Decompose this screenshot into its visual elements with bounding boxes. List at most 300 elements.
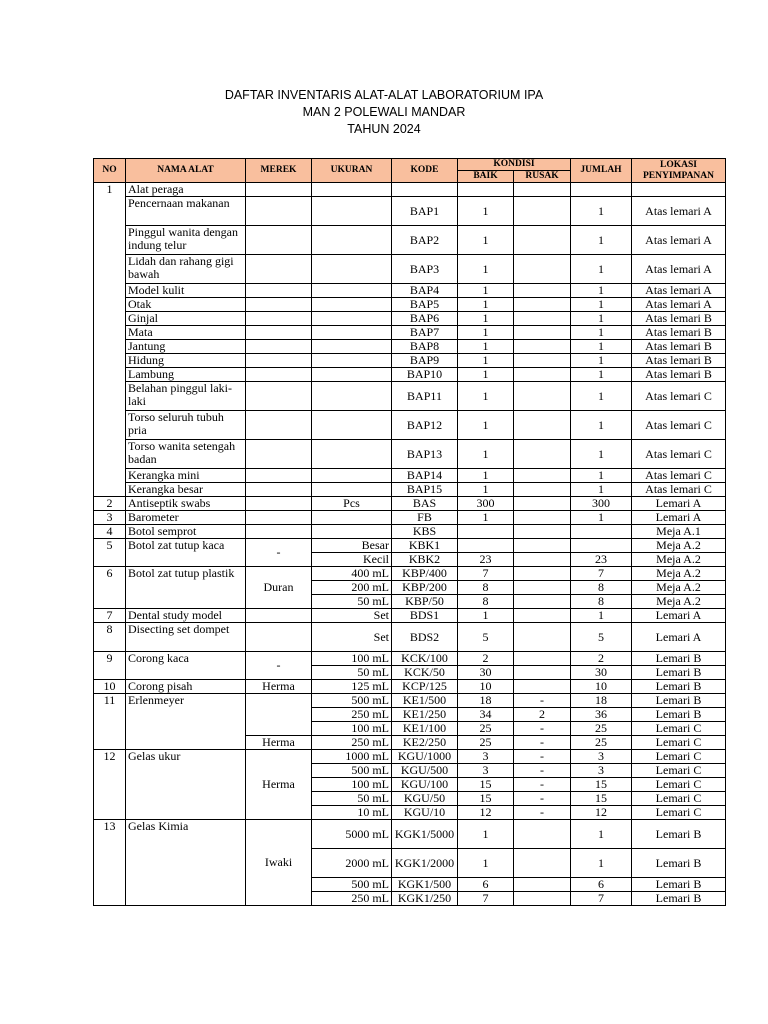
cell-jumlah: 1 xyxy=(571,469,632,483)
cell-ukuran: 100 mL xyxy=(312,778,392,792)
cell-merek xyxy=(246,284,312,298)
cell-merek: Herma xyxy=(246,736,312,750)
cell-lokasi: Atas lemari B xyxy=(632,312,726,326)
cell-jumlah: 15 xyxy=(571,792,632,806)
cell-kode: KGU/500 xyxy=(392,764,458,778)
cell-nama-alat: Mata xyxy=(126,326,246,340)
cell-baik: 1 xyxy=(458,382,514,411)
cell-lokasi: Atas lemari C xyxy=(632,483,726,497)
cell-lokasi: Lemari C xyxy=(632,778,726,792)
cell-lokasi: Atas lemari A xyxy=(632,255,726,284)
cell-jumlah: 1 xyxy=(571,255,632,284)
cell-kode: BAP5 xyxy=(392,298,458,312)
table-row xyxy=(94,652,726,666)
cell-nama-alat: Torso seluruh tubuh pria xyxy=(126,411,246,440)
cell-ukuran: 500 mL xyxy=(312,878,392,892)
cell-baik: 8 xyxy=(458,581,514,595)
cell-baik: 1 xyxy=(458,469,514,483)
table-row xyxy=(94,483,726,497)
header-jumlah: JUMLAH xyxy=(571,159,632,183)
cell-lokasi: Lemari B xyxy=(632,849,726,878)
header-rusak: RUSAK xyxy=(514,171,571,183)
table-row xyxy=(94,255,726,284)
cell-jumlah: 30 xyxy=(571,666,632,680)
cell-jumlah xyxy=(571,183,632,197)
cell-baik: 3 xyxy=(458,764,514,778)
cell-ukuran xyxy=(312,340,392,354)
cell-kode: KBP/200 xyxy=(392,581,458,595)
cell-ukuran xyxy=(312,197,392,226)
cell-jumlah: 1 xyxy=(571,609,632,623)
cell-jumlah: 1 xyxy=(571,411,632,440)
cell-merek: Duran xyxy=(246,567,312,609)
cell-jumlah: 1 xyxy=(571,368,632,382)
cell-merek xyxy=(246,483,312,497)
cell-baik: 18 xyxy=(458,694,514,708)
cell-kode: BDS2 xyxy=(392,623,458,652)
cell-nama-alat: Disecting set dompet xyxy=(126,623,246,652)
cell-rusak: 2 xyxy=(514,708,571,722)
cell-no: 7 xyxy=(94,609,126,623)
cell-rusak xyxy=(514,849,571,878)
cell-no: 8 xyxy=(94,623,126,652)
cell-rusak xyxy=(514,553,571,567)
cell-ukuran xyxy=(312,226,392,255)
cell-merek xyxy=(246,623,312,652)
table-row xyxy=(94,680,726,694)
table-row xyxy=(94,694,726,708)
cell-ukuran: 500 mL xyxy=(312,764,392,778)
cell-rusak xyxy=(514,680,571,694)
cell-lokasi: Meja A.2 xyxy=(632,581,726,595)
cell-rusak xyxy=(514,483,571,497)
table-row xyxy=(94,497,726,511)
cell-baik: 300 xyxy=(458,497,514,511)
cell-nama-alat: Gelas ukur xyxy=(126,750,246,820)
cell-lokasi: Atas lemari B xyxy=(632,340,726,354)
cell-kode: KGK1/5000 xyxy=(392,820,458,849)
cell-lokasi: Lemari C xyxy=(632,764,726,778)
cell-kode: BAP1 xyxy=(392,197,458,226)
cell-jumlah: 1 xyxy=(571,849,632,878)
cell-jumlah xyxy=(571,539,632,553)
title-line-3: TAHUN 2024 xyxy=(347,122,421,136)
cell-jumlah: 1 xyxy=(571,440,632,469)
cell-rusak: - xyxy=(514,806,571,820)
cell-baik: 25 xyxy=(458,722,514,736)
cell-kode: KGU/100 xyxy=(392,778,458,792)
cell-no: 2 xyxy=(94,497,126,511)
table-row xyxy=(94,609,726,623)
cell-jumlah: 1 xyxy=(571,340,632,354)
cell-merek xyxy=(246,469,312,483)
cell-lokasi: Lemari A xyxy=(632,623,726,652)
cell-baik: 1 xyxy=(458,298,514,312)
cell-no: 11 xyxy=(94,694,126,750)
cell-baik: 30 xyxy=(458,666,514,680)
cell-kode: KGK1/2000 xyxy=(392,849,458,878)
cell-ukuran: 100 mL xyxy=(312,722,392,736)
cell-rusak xyxy=(514,255,571,284)
cell-jumlah: 6 xyxy=(571,878,632,892)
cell-ukuran xyxy=(312,255,392,284)
cell-kode: KBK2 xyxy=(392,553,458,567)
cell-jumlah xyxy=(571,525,632,539)
cell-lokasi: Atas lemari A xyxy=(632,197,726,226)
table-row xyxy=(94,284,726,298)
cell-merek xyxy=(246,511,312,525)
cell-ukuran xyxy=(312,469,392,483)
cell-baik: 34 xyxy=(458,708,514,722)
cell-merek xyxy=(246,440,312,469)
cell-kode: BAP9 xyxy=(392,354,458,368)
cell-merek xyxy=(246,226,312,255)
cell-ukuran xyxy=(312,483,392,497)
cell-rusak: - xyxy=(514,736,571,750)
cell-jumlah: 1 xyxy=(571,820,632,849)
cell-lokasi: Lemari A xyxy=(632,511,726,525)
cell-ukuran: 100 mL xyxy=(312,652,392,666)
header-kondisi: KONDISI xyxy=(458,159,571,171)
cell-jumlah: 15 xyxy=(571,778,632,792)
cell-jumlah: 7 xyxy=(571,567,632,581)
cell-baik: 1 xyxy=(458,354,514,368)
cell-jumlah: 10 xyxy=(571,680,632,694)
cell-rusak xyxy=(514,312,571,326)
cell-ukuran: 10 mL xyxy=(312,806,392,820)
cell-nama-alat: Antiseptik swabs xyxy=(126,497,246,511)
cell-merek: Herma xyxy=(246,680,312,694)
cell-kode: KE2/250 xyxy=(392,736,458,750)
cell-lokasi: Lemari C xyxy=(632,722,726,736)
cell-ukuran: Besar xyxy=(312,539,392,553)
cell-ukuran xyxy=(312,312,392,326)
cell-lokasi: Lemari B xyxy=(632,680,726,694)
cell-baik: 1 xyxy=(458,284,514,298)
table-row xyxy=(94,354,726,368)
table-row xyxy=(94,525,726,539)
cell-kode: KGU/1000 xyxy=(392,750,458,764)
cell-rusak: - xyxy=(514,792,571,806)
cell-lokasi: Atas lemari A xyxy=(632,284,726,298)
cell-rusak xyxy=(514,497,571,511)
cell-no: 3 xyxy=(94,511,126,525)
cell-jumlah: 23 xyxy=(571,553,632,567)
cell-merek: - xyxy=(246,539,312,567)
cell-jumlah: 25 xyxy=(571,736,632,750)
cell-baik: 10 xyxy=(458,680,514,694)
table-row xyxy=(94,312,726,326)
cell-nama-alat: Alat peraga xyxy=(126,183,246,197)
cell-merek xyxy=(246,340,312,354)
cell-baik: 15 xyxy=(458,778,514,792)
cell-jumlah: 1 xyxy=(571,511,632,525)
cell-baik: 7 xyxy=(458,892,514,906)
cell-baik: 1 xyxy=(458,197,514,226)
cell-rusak: - xyxy=(514,778,571,792)
cell-lokasi: Lemari B xyxy=(632,708,726,722)
cell-kode: BAP2 xyxy=(392,226,458,255)
cell-nama-alat: Dental study model xyxy=(126,609,246,623)
cell-jumlah: 12 xyxy=(571,806,632,820)
cell-merek xyxy=(246,255,312,284)
cell-nama-alat: Pinggul wanita dengan indung telur xyxy=(126,226,246,255)
cell-ukuran: 250 mL xyxy=(312,736,392,750)
table-row xyxy=(94,368,726,382)
cell-ukuran xyxy=(312,354,392,368)
cell-ukuran: Pcs xyxy=(312,497,392,511)
cell-merek xyxy=(246,497,312,511)
cell-rusak xyxy=(514,581,571,595)
cell-ukuran: Set xyxy=(312,623,392,652)
cell-rusak xyxy=(514,892,571,906)
cell-lokasi: Meja A.1 xyxy=(632,525,726,539)
cell-lokasi: Atas lemari C xyxy=(632,469,726,483)
cell-no: 12 xyxy=(94,750,126,820)
cell-rusak xyxy=(514,878,571,892)
table-row xyxy=(94,298,726,312)
table-row xyxy=(94,226,726,255)
cell-baik: 1 xyxy=(458,326,514,340)
cell-jumlah: 2 xyxy=(571,652,632,666)
cell-kode: BAP10 xyxy=(392,368,458,382)
cell-baik xyxy=(458,183,514,197)
cell-baik: 1 xyxy=(458,483,514,497)
cell-lokasi: Atas lemari B xyxy=(632,326,726,340)
cell-baik: 15 xyxy=(458,792,514,806)
cell-baik: 1 xyxy=(458,226,514,255)
cell-rusak xyxy=(514,326,571,340)
table-row xyxy=(94,183,726,197)
cell-ukuran: 50 mL xyxy=(312,666,392,680)
cell-rusak xyxy=(514,666,571,680)
cell-nama-alat: Pencernaan makanan xyxy=(126,197,246,226)
cell-lokasi: Lemari A xyxy=(632,609,726,623)
cell-nama-alat: Botol semprot xyxy=(126,525,246,539)
cell-jumlah: 18 xyxy=(571,694,632,708)
cell-nama-alat: Botol zat tutup plastik xyxy=(126,567,246,609)
cell-merek xyxy=(246,525,312,539)
cell-baik: 1 xyxy=(458,411,514,440)
cell-nama-alat: Barometer xyxy=(126,511,246,525)
cell-nama-alat: Kerangka mini xyxy=(126,469,246,483)
table-row xyxy=(94,382,726,411)
cell-baik: 1 xyxy=(458,609,514,623)
cell-rusak xyxy=(514,609,571,623)
cell-ukuran xyxy=(312,326,392,340)
cell-ukuran: 50 mL xyxy=(312,595,392,609)
cell-lokasi: Meja A.2 xyxy=(632,595,726,609)
cell-nama-alat: Hidung xyxy=(126,354,246,368)
cell-jumlah: 8 xyxy=(571,595,632,609)
cell-ukuran xyxy=(312,525,392,539)
table-row xyxy=(94,440,726,469)
header-lokasi: LOKASI PENYIMPANAN xyxy=(632,159,726,183)
cell-merek xyxy=(246,197,312,226)
cell-rusak: - xyxy=(514,722,571,736)
cell-baik: 2 xyxy=(458,652,514,666)
cell-baik: 23 xyxy=(458,553,514,567)
cell-kode: KE1/500 xyxy=(392,694,458,708)
cell-baik: 12 xyxy=(458,806,514,820)
cell-kode: KCK/100 xyxy=(392,652,458,666)
cell-nama-alat: Belahan pinggul laki-laki xyxy=(126,382,246,411)
cell-nama-alat: Torso wanita setengah badan xyxy=(126,440,246,469)
cell-nama-alat: Corong kaca xyxy=(126,652,246,680)
cell-baik: 3 xyxy=(458,750,514,764)
cell-baik: 6 xyxy=(458,878,514,892)
cell-kode: BAS xyxy=(392,497,458,511)
cell-ukuran: 250 mL xyxy=(312,892,392,906)
cell-rusak xyxy=(514,469,571,483)
cell-nama-alat: Lidah dan rahang gigi bawah xyxy=(126,255,246,284)
cell-no: 4 xyxy=(94,525,126,539)
cell-jumlah: 300 xyxy=(571,497,632,511)
cell-jumlah: 3 xyxy=(571,750,632,764)
cell-baik: 1 xyxy=(458,368,514,382)
cell-lokasi: Lemari C xyxy=(632,792,726,806)
cell-ukuran xyxy=(312,411,392,440)
cell-kode: KBK1 xyxy=(392,539,458,553)
cell-lokasi xyxy=(632,183,726,197)
cell-ukuran: 200 mL xyxy=(312,581,392,595)
cell-rusak xyxy=(514,440,571,469)
cell-nama-alat: Lambung xyxy=(126,368,246,382)
cell-nama-alat: Model kulit xyxy=(126,284,246,298)
table-row xyxy=(94,340,726,354)
cell-nama-alat: Otak xyxy=(126,298,246,312)
cell-kode: BAP6 xyxy=(392,312,458,326)
cell-merek xyxy=(246,312,312,326)
cell-lokasi: Atas lemari B xyxy=(632,368,726,382)
cell-no: 6 xyxy=(94,567,126,609)
cell-merek xyxy=(246,411,312,440)
cell-rusak: - xyxy=(514,694,571,708)
table-row xyxy=(94,469,726,483)
header-no: NO xyxy=(94,159,126,183)
header-nama-alat: NAMA ALAT xyxy=(126,159,246,183)
cell-merek xyxy=(246,694,312,736)
cell-baik: 5 xyxy=(458,623,514,652)
cell-lokasi: Atas lemari B xyxy=(632,354,726,368)
cell-rusak xyxy=(514,197,571,226)
cell-merek xyxy=(246,368,312,382)
cell-jumlah: 1 xyxy=(571,354,632,368)
cell-no: 10 xyxy=(94,680,126,694)
cell-kode: KBP/400 xyxy=(392,567,458,581)
cell-baik: 8 xyxy=(458,595,514,609)
cell-baik: 1 xyxy=(458,849,514,878)
table-row xyxy=(94,567,726,581)
cell-kode: FB xyxy=(392,511,458,525)
cell-merek: Iwaki xyxy=(246,820,312,906)
cell-lokasi: Lemari B xyxy=(632,666,726,680)
cell-rusak xyxy=(514,567,571,581)
cell-kode: BAP8 xyxy=(392,340,458,354)
cell-ukuran xyxy=(312,382,392,411)
cell-lokasi: Atas lemari A xyxy=(632,298,726,312)
table-row xyxy=(94,623,726,652)
cell-lokasi: Atas lemari C xyxy=(632,411,726,440)
cell-lokasi: Lemari A xyxy=(632,497,726,511)
cell-ukuran: 5000 mL xyxy=(312,820,392,849)
table-row xyxy=(94,539,726,553)
cell-ukuran xyxy=(312,284,392,298)
cell-nama-alat: Botol zat tutup kaca xyxy=(126,539,246,567)
cell-baik: 1 xyxy=(458,255,514,284)
cell-kode: KGK1/500 xyxy=(392,878,458,892)
cell-rusak xyxy=(514,183,571,197)
cell-lokasi: Lemari B xyxy=(632,820,726,849)
cell-rusak xyxy=(514,340,571,354)
cell-lokasi: Lemari B xyxy=(632,878,726,892)
cell-rusak xyxy=(514,411,571,440)
title-line-2: MAN 2 POLEWALI MANDAR xyxy=(302,105,466,119)
cell-merek xyxy=(246,609,312,623)
cell-lokasi: Lemari B xyxy=(632,892,726,906)
cell-ukuran: 125 mL xyxy=(312,680,392,694)
cell-no: 1 xyxy=(94,183,126,497)
cell-kode: BAP12 xyxy=(392,411,458,440)
cell-rusak xyxy=(514,382,571,411)
cell-kode: KE1/100 xyxy=(392,722,458,736)
cell-rusak: - xyxy=(514,764,571,778)
cell-baik: 7 xyxy=(458,567,514,581)
cell-baik: 1 xyxy=(458,511,514,525)
table-row xyxy=(94,750,726,764)
cell-kode: BAP7 xyxy=(392,326,458,340)
cell-lokasi: Atas lemari C xyxy=(632,440,726,469)
cell-kode: KCP/125 xyxy=(392,680,458,694)
inventory-table xyxy=(93,158,726,906)
cell-ukuran xyxy=(312,511,392,525)
cell-ukuran: 400 mL xyxy=(312,567,392,581)
cell-kode: BAP13 xyxy=(392,440,458,469)
cell-jumlah: 7 xyxy=(571,892,632,906)
cell-lokasi: Atas lemari C xyxy=(632,382,726,411)
cell-lokasi: Atas lemari A xyxy=(632,226,726,255)
cell-ukuran: Kecil xyxy=(312,553,392,567)
table-row xyxy=(94,326,726,340)
cell-jumlah: 1 xyxy=(571,382,632,411)
cell-jumlah: 1 xyxy=(571,298,632,312)
cell-no: 13 xyxy=(94,820,126,906)
cell-nama-alat: Corong pisah xyxy=(126,680,246,694)
cell-lokasi: Meja A.2 xyxy=(632,567,726,581)
cell-kode: BDS1 xyxy=(392,609,458,623)
cell-jumlah: 8 xyxy=(571,581,632,595)
cell-rusak: - xyxy=(514,750,571,764)
cell-kode: KGK1/250 xyxy=(392,892,458,906)
cell-kode: KBS xyxy=(392,525,458,539)
cell-rusak xyxy=(514,368,571,382)
cell-rusak xyxy=(514,511,571,525)
cell-lokasi: Lemari C xyxy=(632,750,726,764)
cell-kode: KBP/50 xyxy=(392,595,458,609)
cell-nama-alat: Ginjal xyxy=(126,312,246,326)
cell-rusak xyxy=(514,652,571,666)
cell-merek xyxy=(246,298,312,312)
cell-rusak xyxy=(514,539,571,553)
cell-merek xyxy=(246,326,312,340)
cell-jumlah: 1 xyxy=(571,226,632,255)
cell-lokasi: Lemari C xyxy=(632,806,726,820)
cell-jumlah: 1 xyxy=(571,483,632,497)
cell-lokasi: Meja A.2 xyxy=(632,539,726,553)
cell-rusak xyxy=(514,820,571,849)
cell-baik: 1 xyxy=(458,312,514,326)
cell-baik: 1 xyxy=(458,440,514,469)
